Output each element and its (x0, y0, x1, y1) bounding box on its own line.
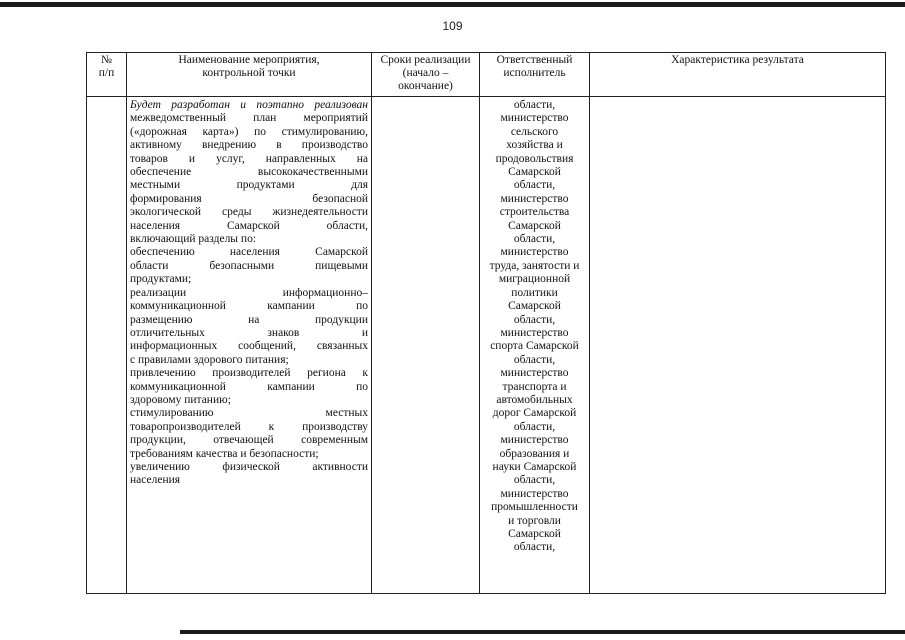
header-number: № п/п (87, 53, 127, 97)
description-line: формирования безопасной (130, 192, 368, 205)
responsible-line: министерство (500, 487, 569, 500)
description-line: здоровому питанию; (130, 393, 231, 406)
responsible-line: министерство (500, 367, 569, 380)
description-line: требованиям качества и безопасности; (130, 447, 319, 460)
responsible-line: министерство (500, 192, 569, 205)
responsible-line: министерство (500, 112, 569, 125)
responsible-line: автомобильных (496, 393, 573, 406)
header-deadlines: Сроки реализации (начало – окончание) (372, 53, 480, 97)
description-intro: Будет разработан и поэтапно реализован (130, 99, 368, 111)
responsible-line: Самарской (508, 166, 561, 179)
header-result: Характеристика результата (590, 53, 886, 97)
responsible-line: области, (513, 353, 556, 366)
responsible-line: хозяйства и (506, 139, 563, 152)
cell-result (590, 97, 886, 594)
responsible-line: области, (513, 179, 556, 192)
bottom-border-rule (180, 630, 905, 634)
description-line: размещению на продукции (130, 313, 368, 326)
responsible-line: политики (511, 286, 558, 299)
responsible-line: продовольствия (495, 152, 574, 165)
description-line: населения Самарской области, (130, 219, 368, 232)
responsible-line: дорог Самарской (492, 407, 577, 420)
responsible-line: области, (513, 474, 556, 487)
responsible-line: спорта Самарской (490, 340, 579, 353)
responsible-line: образования и (499, 447, 570, 460)
description-line: экологической среды жизнедеятельности (130, 206, 368, 219)
page-number: 109 (442, 19, 463, 33)
description-line: отличительных знаков и (130, 326, 368, 339)
header-responsible: Ответственный исполнитель (480, 53, 590, 97)
responsible-line: и торговли (508, 514, 561, 527)
description-line: («дорожная карта») по стимулированию, (130, 125, 368, 138)
responsible-line: министерство (500, 326, 569, 339)
description-line: местными продуктами для (130, 179, 368, 192)
responsible-line: области, (513, 541, 556, 554)
description-line: включающий разделы по: (130, 233, 257, 246)
responsible-line: области, (513, 420, 556, 433)
description-line: товаров и услуг, направленных на (130, 152, 368, 165)
description-line: стимулированию местных (130, 407, 368, 420)
description-line: обеспечение высококачественными (130, 166, 368, 179)
responsible-line: Самарской (508, 300, 561, 313)
responsible-line: министерство (500, 434, 569, 447)
table-row (87, 97, 886, 594)
description-line: привлечению производителей региона к (130, 367, 368, 380)
responsible-line: транспорта и (502, 380, 567, 393)
description-line: коммуникационной кампании по (130, 300, 368, 313)
responsible-line: труда, занятости и (489, 259, 580, 272)
description-line: активному внедрению в производство (130, 139, 368, 152)
cell-number (87, 97, 127, 594)
description-line: продукции, отвечающей современным (130, 434, 368, 447)
description-line: товаропроизводителей к производству (130, 420, 368, 433)
description-line: с правилами здорового питания; (130, 353, 289, 366)
responsible-line: области, (513, 99, 556, 111)
measures-table (86, 52, 886, 594)
responsible-line: Самарской (508, 528, 561, 540)
top-border-rule (0, 2, 905, 7)
description-line: продуктами; (130, 273, 192, 286)
cell-responsible (480, 97, 590, 594)
cell-measure-description (127, 97, 372, 594)
responsible-line: миграционной (498, 273, 571, 286)
responsible-line: строительства (499, 206, 570, 219)
description-line: обеспечению населения Самарской (130, 246, 368, 259)
description-line: области безопасными пищевыми (130, 259, 368, 272)
description-line: увеличению физической активности (130, 460, 368, 473)
description-line: информационных сообщений, связанных (130, 340, 368, 353)
description-lines (130, 112, 368, 487)
description-line: коммуникационной кампании по (130, 380, 368, 393)
description-line: населения (130, 474, 181, 487)
description-line: реализации информационно– (130, 286, 368, 299)
responsible-line: министерство (500, 246, 569, 259)
header-measure-name: Наименование мероприятия, контрольной точки (127, 53, 372, 97)
cell-deadline (372, 97, 480, 594)
responsible-line: области, (513, 313, 556, 326)
description-line: межведомственный план мероприятий (130, 112, 368, 125)
responsible-line: сельского (510, 125, 559, 138)
table-header-row (87, 53, 886, 97)
responsible-line: науки Самарской (492, 460, 577, 473)
responsible-line: промышленности (491, 501, 578, 514)
responsible-lines (483, 99, 586, 555)
responsible-line: Самарской (508, 219, 561, 232)
responsible-line: области, (513, 233, 556, 246)
